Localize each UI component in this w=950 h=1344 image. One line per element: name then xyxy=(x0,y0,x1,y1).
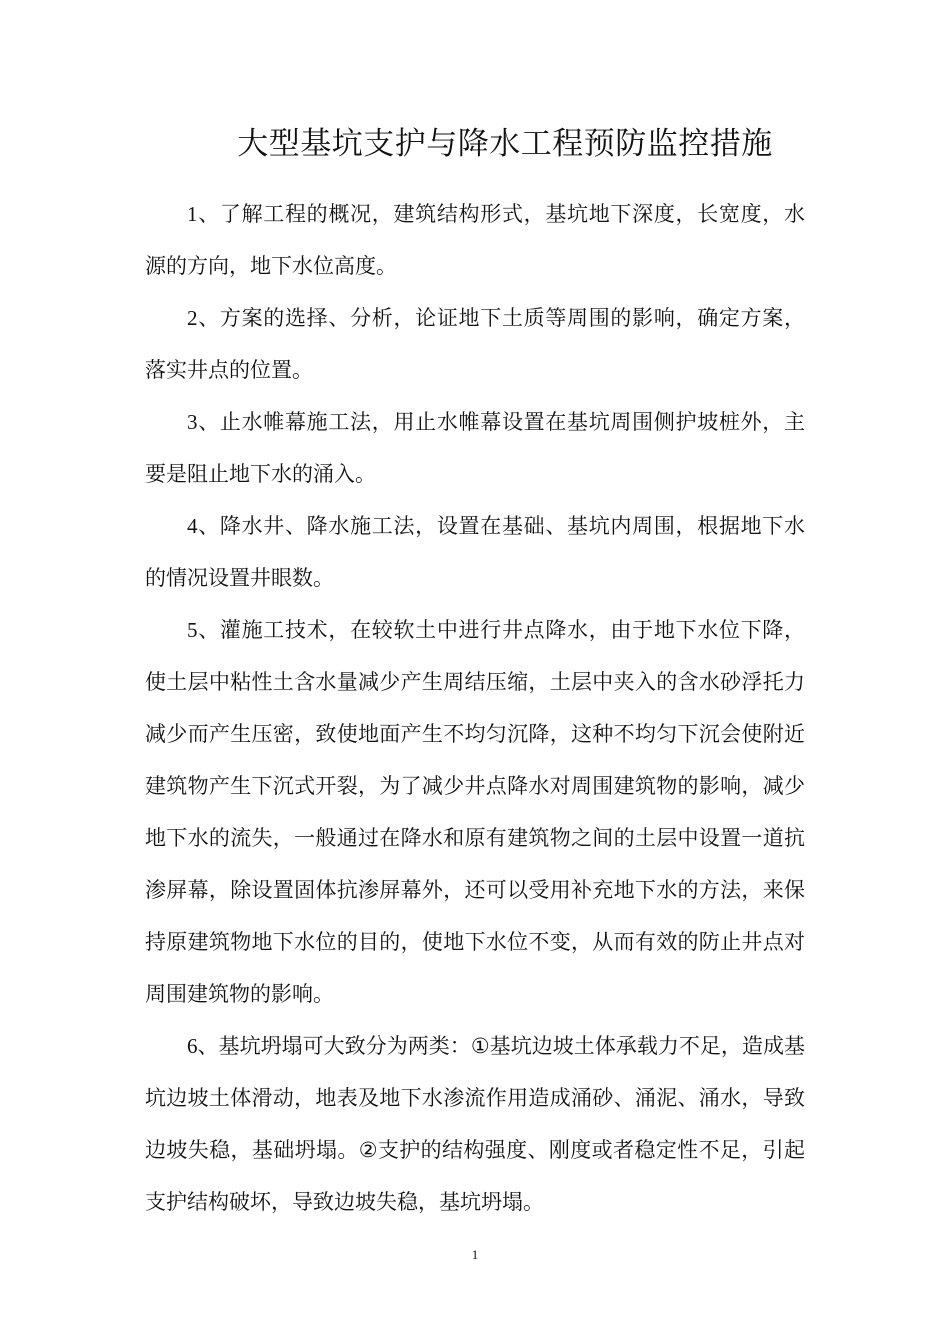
document-title: 大型基坑支护与降水工程预防监控措施 xyxy=(237,126,773,162)
paragraph-text: 、灌施工技术，在较软土中进行井点降水，由于地下水位下降，使土层中粘性土含水量减少产生周结压缩，土层中夹入的含水砂浮托力减少而产生压密，致使地面产生不均匀沉降，这种不均匀下沉会使附近建筑物产生下沉式开裂，为了减少井点降水对周围建筑物的影响，减少地下水的流失，一般通过在降水和原有建筑物之间的土层中设置一道抗渗屏幕，除设置固体抗渗屏幕外，还可以受用补充地下水的方法，来保持原建筑物地下水位的目的，使地下水位不变，从而有效的防止井点对周围建筑物的影响。 xyxy=(145,618,805,1006)
paragraph-3 xyxy=(145,396,805,500)
paragraph-4 xyxy=(145,500,805,604)
paragraph-number: 3 xyxy=(187,410,198,434)
paragraph-number: 4 xyxy=(187,514,198,538)
paragraph-2 xyxy=(145,292,805,396)
paragraph-text: 、方案的选择、分析，论证地下土质等周围的影响，确定方案，落实井点的位置。 xyxy=(145,306,805,382)
paragraph-text: 、基坑坍塌可大致分为两类：①基坑边坡土体承载力不足，造成基坑边坡土体滑动，地表及地下水渗流作用造成涌砂、涌泥、涌水，导致边坡失稳，基础坍塌。②支护的结构强度、刚度或者稳定性不足，引起支护结构破坏，导致边坡失稳，基坑坍塌。 xyxy=(145,1034,805,1214)
page-number: 1 xyxy=(471,1247,479,1262)
document-body xyxy=(145,188,805,1228)
paragraph-number: 2 xyxy=(187,306,198,330)
paragraph-text: 、止水帷幕施工法，用止水帷幕设置在基坑周围侧护坡桩外，主要是阻止地下水的涌入。 xyxy=(145,410,805,486)
paragraph-5 xyxy=(145,604,805,1020)
paragraph-number: 6 xyxy=(187,1034,198,1058)
paragraph-6 xyxy=(145,1020,805,1228)
paragraph-number: 5 xyxy=(187,618,198,642)
paragraph-1 xyxy=(145,188,805,292)
paragraph-number: 1 xyxy=(187,202,198,226)
paragraph-text: 、了解工程的概况，建筑结构形式，基坑地下深度，长宽度，水源的方向，地下水位高度。 xyxy=(145,202,805,278)
paragraph-text: 、降水井、降水施工法，设置在基础、基坑内周围，根据地下水的情况设置井眼数。 xyxy=(145,514,805,590)
